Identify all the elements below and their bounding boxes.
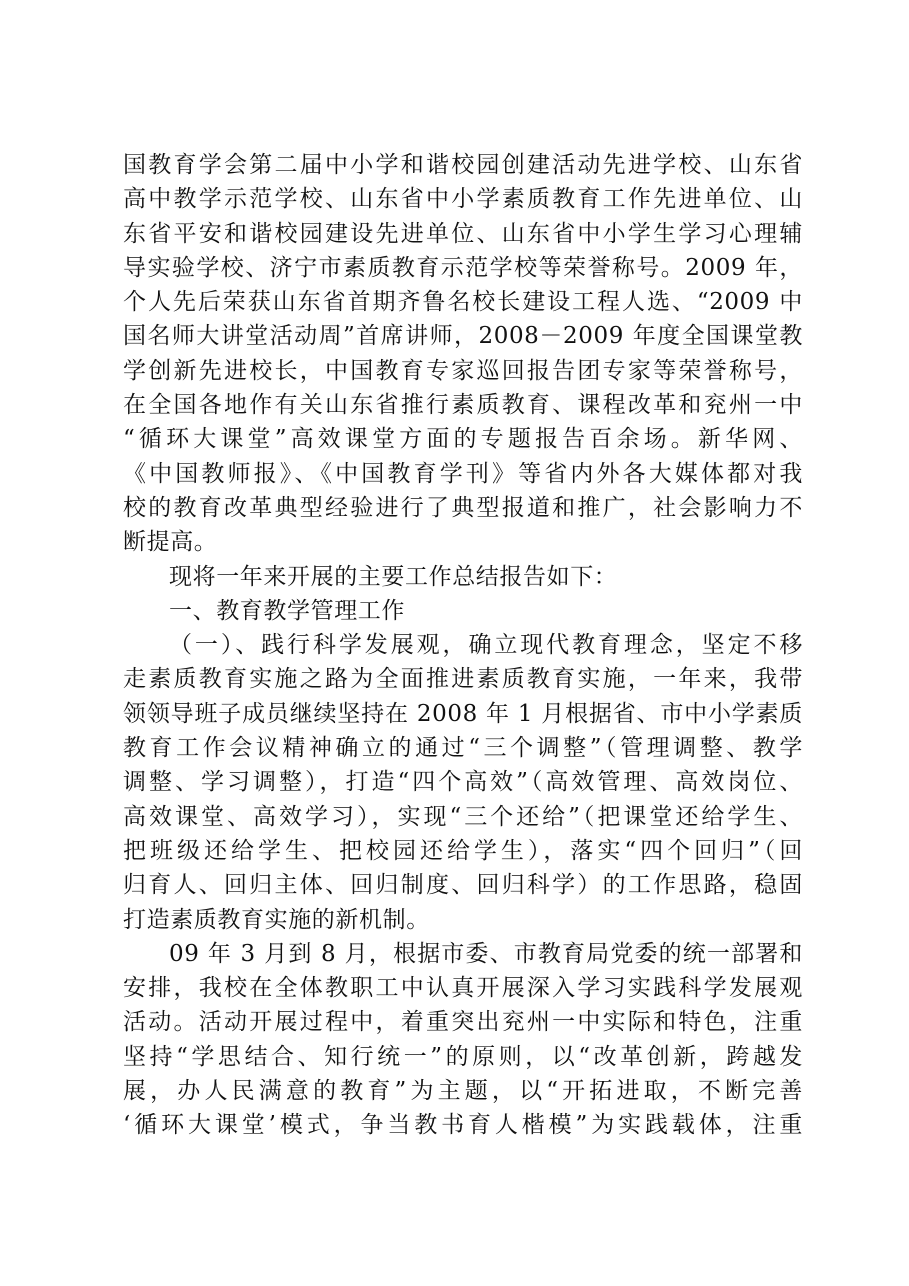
text-line: 国名师大讲堂活动周”首席讲师，2008－2009 年度全国课堂教 — [123, 323, 803, 350]
text-line: 归育人、回归主体、回归制度、回归科学）的工作思路，稳固 — [123, 872, 803, 899]
text-line: 现将一年来开展的主要工作总结报告如下： — [169, 563, 618, 590]
text-line: 把班级还给学生、把校园还给学生），落实“四个回归”（回 — [123, 837, 803, 864]
text-line: “循环大课堂”高效课堂方面的专题报告百余场。新华网、 — [123, 426, 803, 453]
text-line: 学创新先进校长，中国教育专家巡回报告团专家等荣誉称号， — [123, 357, 803, 384]
text-line: 展，办人民满意的教育”为主题，以“开拓进取，不断完善 — [123, 1078, 803, 1105]
text-line: 《中国教师报》、《中国教育学刊》等省内外各大媒体都对我 — [123, 460, 803, 487]
text-line: 高效课堂、高效学习），实现“三个还给”（把课堂还给学生、 — [123, 803, 803, 830]
text-line: 坚持“学思结合、知行统一”的原则，以“改革创新，跨越发 — [123, 1043, 803, 1070]
text-line: 打造素质教育实施的新机制。 — [123, 906, 430, 933]
text-line: 安排，我校在全体教职工中认真开展深入学习实践科学发展观 — [123, 975, 803, 1002]
body-text — [123, 148, 803, 1143]
text-line: 09 年 3 月到 8 月，根据市委、市教育局党委的统一部署和 — [169, 940, 803, 967]
text-line: 调整、学习调整），打造“四个高效”（高效管理、高效岗位、 — [123, 769, 803, 796]
text-line: 国教育学会第二届中小学和谐校园创建活动先进学校、山东省 — [123, 152, 803, 178]
text-line: 断提高。 — [123, 529, 218, 556]
text-line: 个人先后荣获山东省首期齐鲁名校长建设工程人选、“2009 中 — [123, 289, 803, 316]
text-line: 领领导班子成员继续坚持在 2008 年 1 月根据省、市中小学素质 — [123, 700, 803, 727]
text-line: 校的教育改革典型经验进行了典型报道和推广，社会影响力不 — [123, 494, 803, 521]
text-line: 一、教育教学管理工作 — [169, 597, 405, 624]
text-line: 教育工作会议精神确立的通过“三个调整”（管理调整、教学 — [123, 735, 803, 762]
text-line: 东省平安和谐校园建设先进单位、山东省中小学生学习心理辅 — [123, 220, 803, 247]
text-line: 在全国各地作有关山东省推行素质教育、课程改革和兖州一中 — [123, 392, 803, 419]
text-line: ‘循环大课堂’模式，争当教书育人楷模”为实践载体，注重 — [123, 1112, 803, 1139]
text-line: 高中教学示范学校、山东省中小学素质教育工作先进单位、山 — [123, 186, 803, 213]
text-line: 导实验学校、济宁市素质教育示范学校等荣誉称号。2009 年， — [123, 254, 803, 281]
text-line: 活动。活动开展过程中，着重突出兖州一中实际和特色，注重 — [123, 1009, 803, 1036]
text-line: 走素质教育实施之路为全面推进素质教育实施，一年来，我带 — [123, 666, 803, 693]
text-line: （一）、践行科学发展观，确立现代教育理念，坚定不移 — [169, 632, 803, 659]
